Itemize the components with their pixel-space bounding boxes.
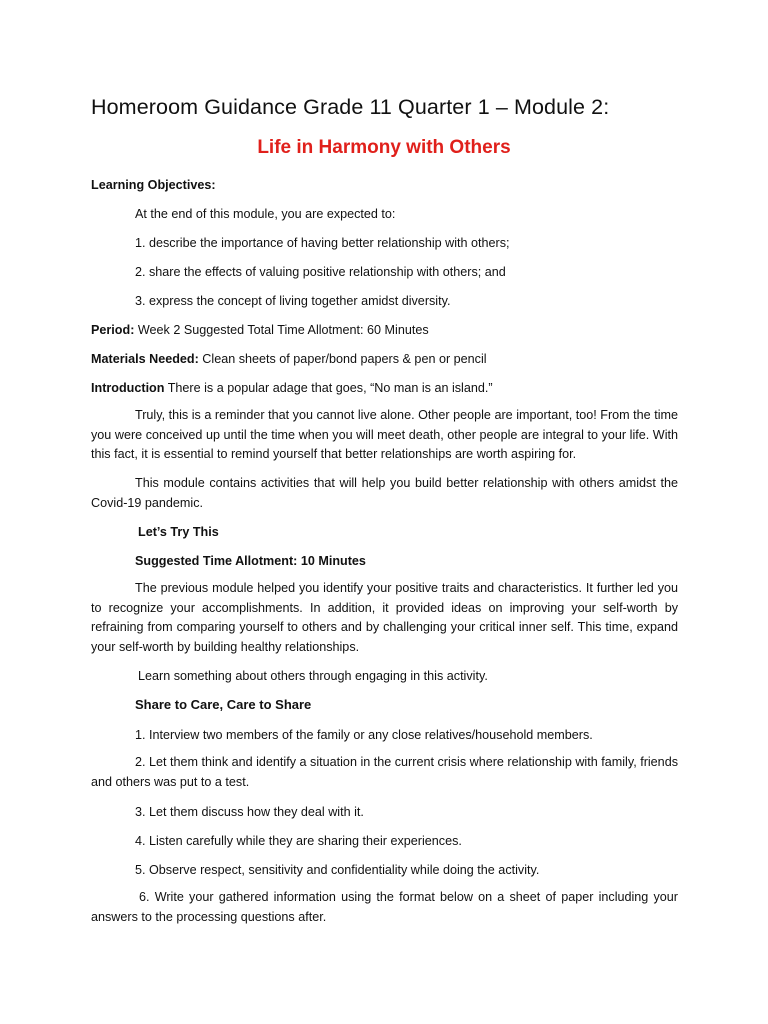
period-value: Week 2 Suggested Total Time Allotment: 60 Minutes [137, 323, 429, 337]
objectives-intro: At the end of this module, you are expected to: [135, 207, 396, 221]
main-title: Life in Harmony with Others [257, 137, 511, 158]
learn-line: Learn something about others through engaging in this activity. [138, 669, 488, 683]
try-this-heading: Let’s Try This [138, 525, 219, 539]
activity-step-6: 6. Write your gathered information using the format below on a sheet of paper including your answers to the processing questions after. [91, 890, 678, 924]
period-line [91, 322, 429, 338]
materials-line [91, 351, 487, 367]
introduction-value: There is a popular adage that goes, “No man is an island.” [167, 381, 493, 395]
activity-step-2: 2. Let them think and identify a situation in the current crisis where relationship with family, friends and others was put to a test. [91, 755, 678, 789]
activity-step-3: 3. Let them discuss how they deal with it. [135, 805, 364, 819]
try-this-paragraph: The previous module helped you identify your positive traits and characteristics. It further led you to recognize your accomplishments. In addition, it provided ideas on improving your self-worth by refraining from comparing yourself to others and by challenging your critical inner self. This time, expand your self-worth by building healthy relationships. [91, 581, 678, 654]
objectives-heading: Learning Objectives: [91, 178, 216, 192]
objective-item-1: 1. describe the importance of having better relationship with others; [135, 236, 510, 250]
materials-label: Materials Needed: [91, 352, 199, 366]
period-label: Period: [91, 323, 135, 337]
introduction-label: Introduction [91, 381, 165, 395]
introduction-paragraph-1: Truly, this is a reminder that you cannot live alone. Other people are important, too! From the time you were conceived up until the time when you will meet death, other people are integral to your life. With this fact, it is essential to remind yourself that better relationships are worth aspiring for. [91, 408, 678, 461]
activity-heading: Share to Care, Care to Share [135, 697, 312, 712]
module-title: Homeroom Guidance Grade 11 Quarter 1 – Module 2: [91, 95, 610, 119]
activity-step-5: 5. Observe respect, sensitivity and confidentiality while doing the activity. [135, 863, 540, 877]
introduction-paragraph-2: This module contains activities that will help you build better relationship with others amidst the Covid-19 pandemic. [91, 476, 678, 510]
introduction-line [91, 380, 493, 396]
materials-value: Clean sheets of paper/bond papers & pen or pencil [202, 352, 487, 366]
objective-item-2: 2. share the effects of valuing positive relationship with others; and [135, 265, 506, 279]
try-this-time: Suggested Time Allotment: 10 Minutes [135, 554, 366, 568]
objective-item-3: 3. express the concept of living together amidst diversity. [135, 294, 451, 308]
activity-step-1: 1. Interview two members of the family or any close relatives/household members. [135, 728, 593, 742]
activity-step-4: 4. Listen carefully while they are sharing their experiences. [135, 834, 462, 848]
